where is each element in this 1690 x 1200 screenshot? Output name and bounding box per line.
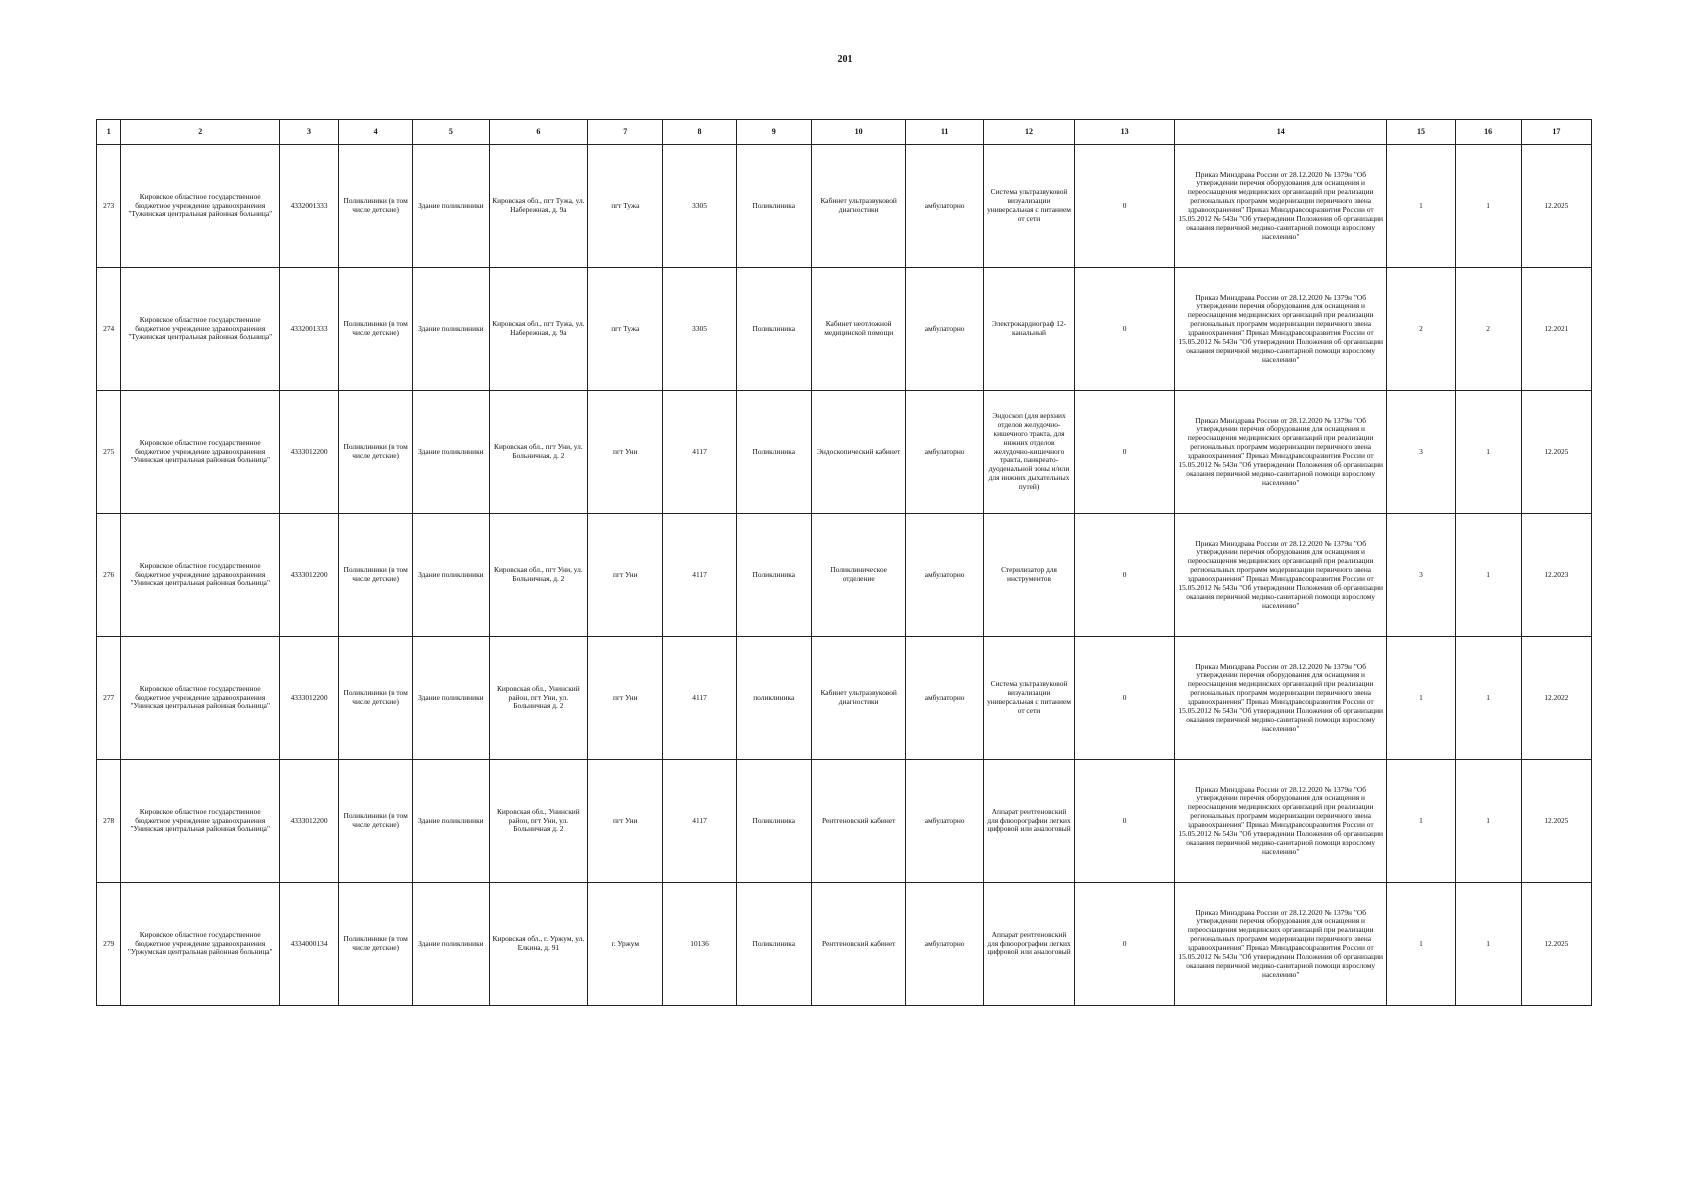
date-cell: 12.2025 bbox=[1521, 760, 1591, 883]
table-body bbox=[97, 145, 1592, 1006]
col15-cell: 1 bbox=[1387, 760, 1455, 883]
address-cell: Кировская обл., г. Уржум, ул. Елкина, д. 91 bbox=[489, 883, 588, 1006]
organization-cell: Кировское областное государственное бюджетное учреждение здравоохранения "Унинская центральная районная больница" bbox=[121, 514, 280, 637]
building-cell: Здание поликлиники bbox=[413, 637, 489, 760]
locality-cell: пгт Уни bbox=[588, 637, 663, 760]
facility-type-cell: Поликлиники (в том числе детские) bbox=[339, 760, 413, 883]
col16-cell: 1 bbox=[1455, 760, 1521, 883]
column-header: 3 bbox=[280, 120, 339, 145]
column-header: 13 bbox=[1075, 120, 1175, 145]
locality-cell: пгт Тужа bbox=[588, 145, 663, 268]
address-cell: Кировская обл., пгт Уни, ул. Больничная, д. 2 bbox=[489, 514, 588, 637]
col13-cell: 0 bbox=[1075, 637, 1175, 760]
col13-cell: 0 bbox=[1075, 760, 1175, 883]
population-cell: 3305 bbox=[663, 145, 736, 268]
building-cell: Здание поликлиники bbox=[413, 145, 489, 268]
unit-cell: Поликлиника bbox=[736, 514, 811, 637]
date-cell: 12.2021 bbox=[1521, 268, 1591, 391]
col16-cell: 1 bbox=[1455, 391, 1521, 514]
room-cell: Поликлиническое отделение bbox=[811, 514, 906, 637]
organization-cell: Кировское областное государственное бюджетное учреждение здравоохранения "Уржумская центральная районная больница" bbox=[121, 883, 280, 1006]
building-cell: Здание поликлиники bbox=[413, 760, 489, 883]
row-number-cell: 278 bbox=[97, 760, 121, 883]
facility-type-cell: Поликлиники (в том числе детские) bbox=[339, 145, 413, 268]
table-row bbox=[97, 145, 1592, 268]
inn-cell: 4333012200 bbox=[280, 391, 339, 514]
address-cell: Кировская обл., пгт Уни, ул. Больничная, д. 2 bbox=[489, 391, 588, 514]
basis-cell: Приказ Минздрава России от 28.12.2020 № 1379н "Об утверждении перечня оборудования для оснащения и переоснащения медицинских организаций при реализации региональных программ модернизации первичного звена здравоохранения" Приказ Минздравсоцразвития России от 15.05.2012 № 543н "Об утверждении Положения об организации оказания первичной медико-санитарной помощи взрослому населению" bbox=[1174, 760, 1387, 883]
col13-cell: 0 bbox=[1075, 514, 1175, 637]
unit-cell: Поликлиника bbox=[736, 268, 811, 391]
col15-cell: 3 bbox=[1387, 391, 1455, 514]
date-cell: 12.2025 bbox=[1521, 391, 1591, 514]
inn-cell: 4333012200 bbox=[280, 637, 339, 760]
locality-cell: пгт Тужа bbox=[588, 268, 663, 391]
column-header: 11 bbox=[906, 120, 983, 145]
col15-cell: 2 bbox=[1387, 268, 1455, 391]
address-cell: Кировская обл., Унинский район, пгт Уни, ул. Больничная д. 2 bbox=[489, 760, 588, 883]
table-row bbox=[97, 883, 1592, 1006]
organization-cell: Кировское областное государственное бюджетное учреждение здравоохранения "Тужинская центральная районная больница" bbox=[121, 145, 280, 268]
organization-cell: Кировское областное государственное бюджетное учреждение здравоохранения "Унинская центральная районная больница" bbox=[121, 391, 280, 514]
address-cell: Кировская обл., Унинский район, пгт Уни, ул. Больничная д. 2 bbox=[489, 637, 588, 760]
facility-type-cell: Поликлиники (в том числе детские) bbox=[339, 514, 413, 637]
date-cell: 12.2025 bbox=[1521, 883, 1591, 1006]
care-mode-cell: амбулаторно bbox=[906, 391, 983, 514]
population-cell: 3305 bbox=[663, 268, 736, 391]
col16-cell: 2 bbox=[1455, 268, 1521, 391]
row-number-cell: 275 bbox=[97, 391, 121, 514]
header-row bbox=[97, 120, 1592, 145]
equipment-cell: Система ультразвуковой визуализации универсальная с питанием от сети bbox=[983, 637, 1075, 760]
unit-cell: Поликлиника bbox=[736, 760, 811, 883]
building-cell: Здание поликлиники bbox=[413, 268, 489, 391]
col15-cell: 1 bbox=[1387, 883, 1455, 1006]
care-mode-cell: амбулаторно bbox=[906, 760, 983, 883]
column-header: 17 bbox=[1521, 120, 1591, 145]
facility-type-cell: Поликлиники (в том числе детские) bbox=[339, 391, 413, 514]
row-number-cell: 277 bbox=[97, 637, 121, 760]
table-row bbox=[97, 514, 1592, 637]
room-cell: Кабинет неотложной медицинской помощи bbox=[811, 268, 906, 391]
unit-cell: Поликлиника bbox=[736, 391, 811, 514]
inn-cell: 4334000134 bbox=[280, 883, 339, 1006]
population-cell: 4117 bbox=[663, 514, 736, 637]
facility-type-cell: Поликлиники (в том числе детские) bbox=[339, 637, 413, 760]
col13-cell: 0 bbox=[1075, 268, 1175, 391]
col16-cell: 1 bbox=[1455, 637, 1521, 760]
basis-cell: Приказ Минздрава России от 28.12.2020 № 1379н "Об утверждении перечня оборудования для оснащения и переоснащения медицинских организаций при реализации региональных программ модернизации первичного звена здравоохранения" Приказ Минздравсоцразвития России от 15.05.2012 № 543н "Об утверждении Положения об организации оказания первичной медико-санитарной помощи взрослому населению" bbox=[1174, 391, 1387, 514]
organization-cell: Кировское областное государственное бюджетное учреждение здравоохранения "Унинская центральная районная больница" bbox=[121, 760, 280, 883]
col15-cell: 3 bbox=[1387, 514, 1455, 637]
column-header: 6 bbox=[489, 120, 588, 145]
col16-cell: 1 bbox=[1455, 883, 1521, 1006]
column-header: 7 bbox=[588, 120, 663, 145]
equipment-cell: Аппарат рентгеновский для флюорографии легких цифровой или аналоговый bbox=[983, 760, 1075, 883]
equipment-table bbox=[96, 119, 1592, 1006]
organization-cell: Кировское областное государственное бюджетное учреждение здравоохранения "Тужинская центральная районная больница" bbox=[121, 268, 280, 391]
population-cell: 10136 bbox=[663, 883, 736, 1006]
col15-cell: 1 bbox=[1387, 145, 1455, 268]
date-cell: 12.2022 bbox=[1521, 637, 1591, 760]
col16-cell: 1 bbox=[1455, 514, 1521, 637]
room-cell: Кабинет ультразвуковой диагностики bbox=[811, 145, 906, 268]
locality-cell: пгт Уни bbox=[588, 391, 663, 514]
building-cell: Здание поликлиники bbox=[413, 883, 489, 1006]
col16-cell: 1 bbox=[1455, 145, 1521, 268]
inn-cell: 4332001333 bbox=[280, 145, 339, 268]
column-header: 2 bbox=[121, 120, 280, 145]
address-cell: Кировская обл., пгт Тужа, ул. Набережная, д. 9а bbox=[489, 268, 588, 391]
basis-cell: Приказ Минздрава России от 28.12.2020 № 1379н "Об утверждении перечня оборудования для оснащения и переоснащения медицинских организаций при реализации региональных программ модернизации первичного звена здравоохранения" Приказ Минздравсоцразвития России от 15.05.2012 № 543н "Об утверждении Положения об организации оказания первичной медико-санитарной помощи взрослому населению" bbox=[1174, 883, 1387, 1006]
column-header: 1 bbox=[97, 120, 121, 145]
row-number-cell: 274 bbox=[97, 268, 121, 391]
unit-cell: поликлиника bbox=[736, 637, 811, 760]
table-row bbox=[97, 391, 1592, 514]
care-mode-cell: амбулаторно bbox=[906, 268, 983, 391]
col15-cell: 1 bbox=[1387, 637, 1455, 760]
care-mode-cell: амбулаторно bbox=[906, 637, 983, 760]
table-row bbox=[97, 760, 1592, 883]
page-number: 201 bbox=[837, 54, 853, 65]
column-header: 4 bbox=[339, 120, 413, 145]
row-number-cell: 276 bbox=[97, 514, 121, 637]
column-header: 12 bbox=[983, 120, 1075, 145]
col13-cell: 0 bbox=[1075, 883, 1175, 1006]
population-cell: 4117 bbox=[663, 637, 736, 760]
population-cell: 4117 bbox=[663, 760, 736, 883]
date-cell: 12.2023 bbox=[1521, 514, 1591, 637]
equipment-cell: Стерилизатор для инструментов bbox=[983, 514, 1075, 637]
table-row bbox=[97, 637, 1592, 760]
inn-cell: 4333012200 bbox=[280, 760, 339, 883]
column-header: 9 bbox=[736, 120, 811, 145]
col13-cell: 0 bbox=[1075, 391, 1175, 514]
building-cell: Здание поликлиники bbox=[413, 391, 489, 514]
room-cell: Рентгеновский кабинет bbox=[811, 760, 906, 883]
column-header: 16 bbox=[1455, 120, 1521, 145]
locality-cell: пгт Уни bbox=[588, 514, 663, 637]
table-row bbox=[97, 268, 1592, 391]
column-header: 5 bbox=[413, 120, 489, 145]
date-cell: 12.2025 bbox=[1521, 145, 1591, 268]
column-header: 15 bbox=[1387, 120, 1455, 145]
col13-cell: 0 bbox=[1075, 145, 1175, 268]
row-number-cell: 279 bbox=[97, 883, 121, 1006]
care-mode-cell: амбулаторно bbox=[906, 145, 983, 268]
inn-cell: 4333012200 bbox=[280, 514, 339, 637]
equipment-cell: Аппарат рентгеновский для флюорографии легких цифровой или аналоговый bbox=[983, 883, 1075, 1006]
basis-cell: Приказ Минздрава России от 28.12.2020 № 1379н "Об утверждении перечня оборудования для оснащения и переоснащения медицинских организаций при реализации региональных программ модернизации первичного звена здравоохранения" Приказ Минздравсоцразвития России от 15.05.2012 № 543н "Об утверждении Положения об организации оказания первичной медико-санитарной помощи взрослому населению" bbox=[1174, 514, 1387, 637]
building-cell: Здание поликлиники bbox=[413, 514, 489, 637]
column-header: 14 bbox=[1174, 120, 1387, 145]
room-cell: Эндоскопический кабинет bbox=[811, 391, 906, 514]
population-cell: 4117 bbox=[663, 391, 736, 514]
column-header: 10 bbox=[811, 120, 906, 145]
care-mode-cell: амбулаторно bbox=[906, 514, 983, 637]
unit-cell: Поликлиника bbox=[736, 883, 811, 1006]
care-mode-cell: амбулаторно bbox=[906, 883, 983, 1006]
equipment-cell: Электрокардиограф 12-канальный bbox=[983, 268, 1075, 391]
locality-cell: г. Уржум bbox=[588, 883, 663, 1006]
equipment-cell: Система ультразвуковой визуализации универсальная с питанием от сети bbox=[983, 145, 1075, 268]
basis-cell: Приказ Минздрава России от 28.12.2020 № 1379н "Об утверждении перечня оборудования для оснащения и переоснащения медицинских организаций при реализации региональных программ модернизации первичного звена здравоохранения" Приказ Минздравсоцразвития России от 15.05.2012 № 543н "Об утверждении Положения об организации оказания первичной медико-санитарной помощи взрослому населению" bbox=[1174, 268, 1387, 391]
facility-type-cell: Поликлиники (в том числе детские) bbox=[339, 268, 413, 391]
address-cell: Кировская обл., пгт Тужа, ул. Набережная, д. 9а bbox=[489, 145, 588, 268]
row-number-cell: 273 bbox=[97, 145, 121, 268]
facility-type-cell: Поликлиники (в том числе детские) bbox=[339, 883, 413, 1006]
equipment-cell: Эндоскоп (для верхних отделов желудочно-кишечного тракта, для нижних отделов желудочно-кишечного тракта, панкреато-дуоденальной зоны и/или для нижних дыхательных путей) bbox=[983, 391, 1075, 514]
unit-cell: Поликлиника bbox=[736, 145, 811, 268]
room-cell: Кабинет ультразвуковой диагностики bbox=[811, 637, 906, 760]
locality-cell: пгт Уни bbox=[588, 760, 663, 883]
inn-cell: 4332001333 bbox=[280, 268, 339, 391]
basis-cell: Приказ Минздрава России от 28.12.2020 № 1379н "Об утверждении перечня оборудования для оснащения и переоснащения медицинских организаций при реализации региональных программ модернизации первичного звена здравоохранения" Приказ Минздравсоцразвития России от 15.05.2012 № 543н "Об утверждении Положения об организации оказания первичной медико-санитарной помощи взрослому населению" bbox=[1174, 145, 1387, 268]
basis-cell: Приказ Минздрава России от 28.12.2020 № 1379н "Об утверждении перечня оборудования для оснащения и переоснащения медицинских организаций при реализации региональных программ модернизации первичного звена здравоохранения" Приказ Минздравсоцразвития России от 15.05.2012 № 543н "Об утверждении Положения об организации оказания первичной медико-санитарной помощи взрослому населению" bbox=[1174, 637, 1387, 760]
room-cell: Рентгеновский кабинет bbox=[811, 883, 906, 1006]
column-header: 8 bbox=[663, 120, 736, 145]
organization-cell: Кировское областное государственное бюджетное учреждение здравоохранения "Унинская центральная районная больница" bbox=[121, 637, 280, 760]
